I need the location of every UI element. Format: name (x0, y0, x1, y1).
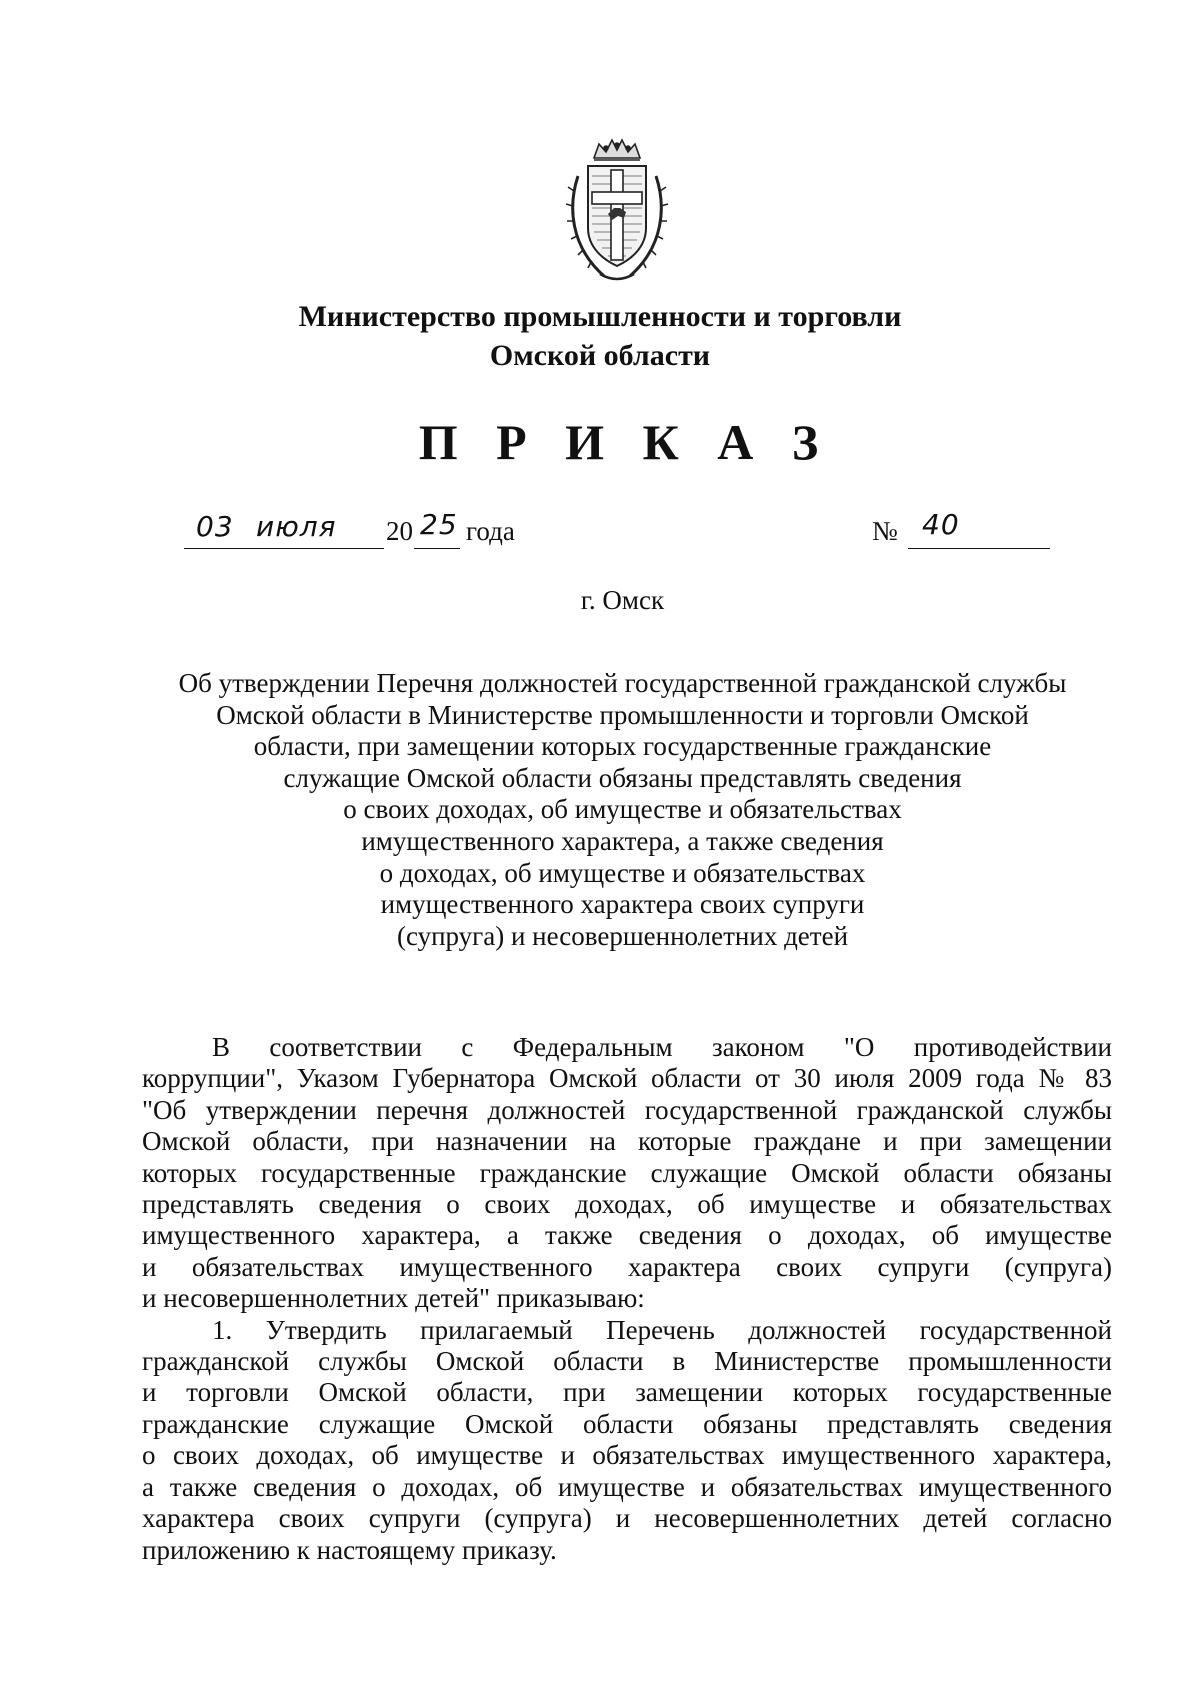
ministry-name-line-1: Министерство промышленности и торговли (298, 300, 902, 333)
date-year-suffix: 25 (420, 508, 458, 541)
subject-line: Омской области в Министерстве промышленности и торговли Омской (216, 699, 1029, 730)
date-year-word: года (466, 516, 515, 546)
subject-line: области, при замещении которых государственные гражданские (253, 731, 992, 762)
omsk-region-coat-of-arms-icon (564, 136, 670, 286)
body-line: 1. Утвердить прилагаемый Перечень должностей государственной (212, 1314, 1112, 1345)
body-line: которых государственные гражданские служащие Омской области обязаны (142, 1157, 1112, 1188)
subject-line: о доходах, об имуществе и обязательствах (379, 857, 866, 888)
body-line: и торговли Омской области, при замещении которых государственные (142, 1377, 1112, 1408)
subject-line: Об утверждении Перечня должностей государственной гражданской службы (178, 668, 1067, 698)
body-line: а также сведения о доходах, об имуществе и обязательствах имущественного (142, 1471, 1112, 1502)
subject-line: служащие Омской области обязаны представлять сведения (283, 762, 962, 793)
body-line: В соответствии с Федеральным законом "О противодействии (212, 1032, 1112, 1062)
body-line: приложению к настоящему приказу. (142, 1534, 557, 1565)
date-month: июля (256, 510, 337, 543)
subject-line: имущественного характера своих супруги (380, 889, 865, 920)
subject-line: имущественного характера, а также сведения (361, 825, 884, 856)
number-value: 40 (922, 508, 960, 541)
number-label: № (872, 516, 898, 546)
document-type-title: П Р И К А З (418, 414, 832, 470)
body-line: гражданской службы Омской области в Министерстве промышленности (142, 1346, 1112, 1377)
ministry-name-line-2: Омской области (489, 339, 711, 372)
body-line: гражданские служащие Омской области обязаны представлять сведения (142, 1408, 1112, 1439)
subject-line: (супруга) и несовершеннолетних детей (396, 920, 849, 951)
body-line: характера своих супруги (супруга) и несовершеннолетних детей согласно (142, 1503, 1112, 1534)
date-year-prefix: 20 (386, 516, 413, 546)
order-body (142, 1032, 1112, 1566)
body-line: и несовершеннолетних детей" приказываю: (142, 1283, 645, 1314)
body-line: о своих доходах, об имуществе и обязательствах имущественного характера, (142, 1440, 1112, 1471)
body-line: имущественного характера, а также сведения о доходах, об имуществе (142, 1220, 1112, 1251)
body-line: "Об утверждении перечня должностей государственной гражданской службы (142, 1094, 1112, 1125)
order-subject (130, 668, 1115, 952)
body-line: Омской области, при назначении на которые граждане и при замещении (142, 1126, 1112, 1157)
body-line: и обязательствах имущественного характера своих супруги (супруга) (142, 1251, 1112, 1282)
date-day: 03 (196, 510, 234, 543)
clause-1-paragraph (142, 1315, 1112, 1566)
city: г. Омск (580, 585, 665, 615)
body-line: коррупции", Указом Губернатора Омской области от 30 июля 2009 года № 83 (142, 1063, 1112, 1094)
subject-line: о своих доходах, об имуществе и обязательствах (343, 794, 902, 825)
preamble-paragraph (142, 1032, 1112, 1315)
body-line: представлять сведения о своих доходах, об имуществе и обязательствах (142, 1189, 1112, 1220)
